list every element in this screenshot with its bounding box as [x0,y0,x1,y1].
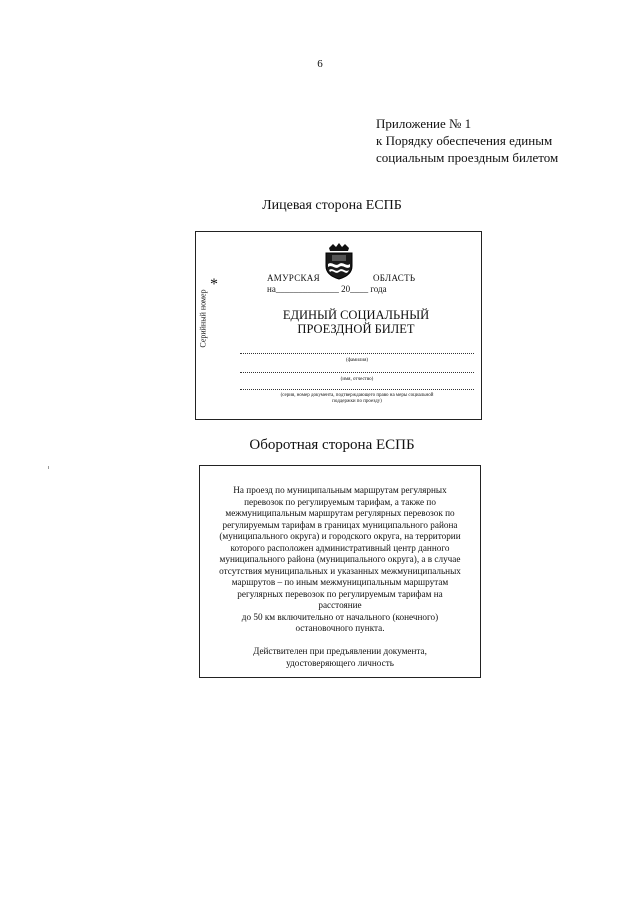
back-text-line: перевозок по регулируемым тарифам, а также по [244,496,436,507]
year-blank: ______________ [275,284,339,294]
back-side-title: Оборотная сторона ЕСПБ [249,437,415,453]
surname-hint: (фамилия) [345,358,369,363]
name-hint: (имя, отчество) [340,377,374,382]
year-century: 20 [341,284,351,294]
back-text-line: до 50 км включительно от начального (конечного) [241,611,439,622]
region-name-right: ОБЛАСТЬ [373,273,416,283]
ticket-title-line-2: ПРОЕЗДНОЙ БИЛЕТ [297,322,415,336]
back-text-line: (муниципального округа) и городского округа, на территории [219,531,461,541]
front-side-title: Лицевая сторона ЕСПБ [262,198,402,213]
name-line [240,372,474,373]
validity-note-line-1: Действителен при предъявлении документа, [253,646,427,656]
back-text-line: муниципального района (муниципального округа), а в случае [219,554,461,564]
asterisk-mark: * [210,276,218,293]
back-text-line: маршрутов – по иным межмуниципальным маршрутам [231,577,449,587]
back-text-line: На проезд по муниципальным маршрутам регулярных [233,485,447,495]
document-line [240,389,474,390]
back-conditions-text [200,485,480,635]
year-blank-2: ____ [350,284,369,294]
amur-region-emblem-icon [321,242,357,280]
page-number: 6 [317,58,323,70]
margin-mark [48,466,49,469]
validity-note-line-2: удостоверяющего личность [286,657,394,668]
ticket-back-card [199,465,481,678]
ticket-title [236,308,476,336]
document-hint [240,393,474,405]
validity-year-line [267,284,387,294]
back-text-line: регулируемым тарифам в границах муниципального района [222,519,458,530]
year-suffix: года [370,284,387,294]
appendix-header [376,115,558,166]
back-text-line: остановочного пункта. [295,623,385,633]
document-hint-line-1: (серия, номер документа, подтверждающего право на меры социальной [280,393,434,398]
back-text-line: регулярных перевозок по регулируемым тарифам на [237,588,443,599]
back-text-line: межмуниципальным маршрутам регулярных перевозок по [225,508,455,518]
ticket-title-line-1: ЕДИНЫЙ СОЦИАЛЬНЫЙ [282,308,430,322]
document-hint-line-2: поддержки по проезду) [332,399,382,404]
serial-number-label: Серийный номер [198,289,208,348]
surname-line [240,353,474,354]
back-text-line: которого расположен административный центр данного [230,542,450,553]
year-prefix: на [267,284,276,294]
back-text-line: расстояние [318,600,362,610]
back-text-line: отсутствия муниципальных и указанных межмуниципальных [219,565,461,576]
back-validity-note [200,646,480,669]
ticket-front-card [195,231,482,420]
appendix-line-2: к Порядку обеспечения единым [376,133,553,148]
appendix-line-3: социальным проездным билетом [376,150,559,165]
appendix-line-1: Приложение № 1 [376,116,472,131]
region-name-left: АМУРСКАЯ [267,273,320,283]
